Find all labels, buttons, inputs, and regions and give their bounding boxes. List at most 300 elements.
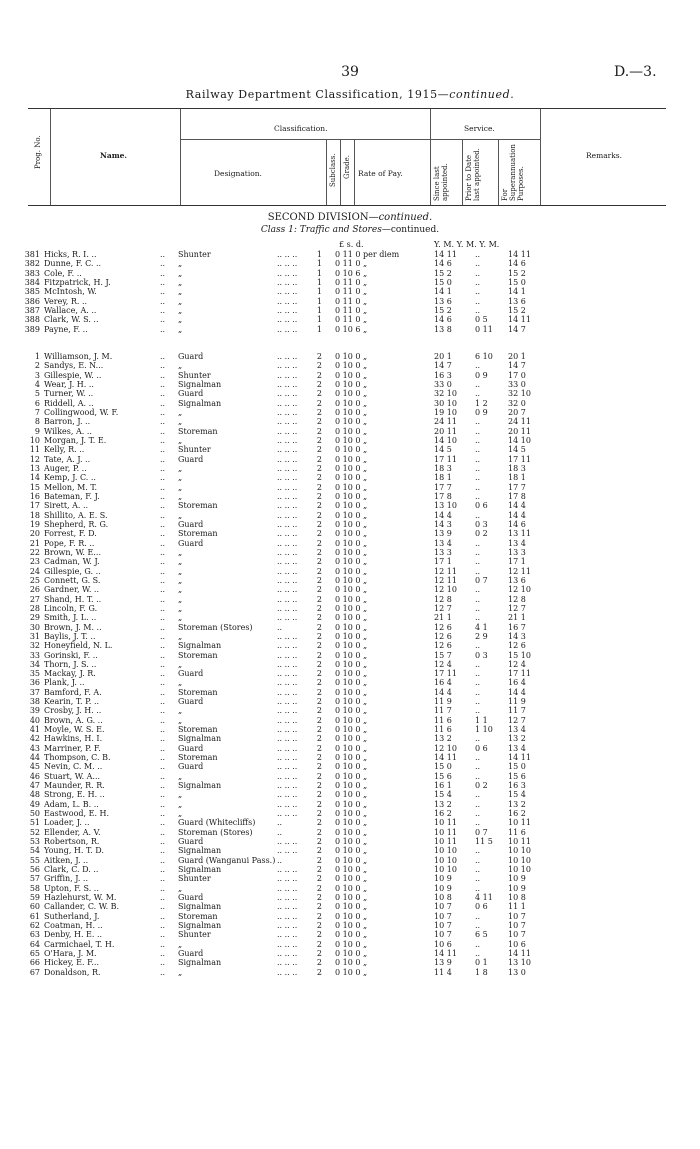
cell-sup: 15 10	[508, 650, 531, 660]
cell-des: Shunter	[178, 874, 211, 884]
cell-no: 64	[29, 939, 40, 949]
cell-name: Shillito, A. E. S.	[44, 510, 108, 520]
cell-prior: ..	[475, 855, 481, 865]
cell-since: 10 6	[434, 939, 452, 949]
cell-des: Signalman	[178, 958, 222, 968]
cell-name: Young, H. T. D.	[44, 846, 104, 856]
table-row	[0, 445, 700, 454]
cell-since: 10 9	[434, 883, 452, 893]
table-row	[0, 800, 700, 809]
cell-since: 12 10	[434, 585, 457, 595]
cell-grade: 2	[316, 454, 322, 464]
table-row	[0, 529, 700, 538]
cell-d2: .. .. ..	[277, 379, 298, 389]
cell-pay: 0 10 0 „	[335, 883, 368, 893]
cell-name: Sutherland, J.	[44, 911, 100, 921]
cell-name: Morgan, J. T. E.	[44, 435, 107, 445]
cell-d2: .. .. ..	[277, 445, 298, 455]
cell-prior: ..	[475, 566, 481, 576]
table-row	[0, 278, 700, 287]
cell-name: Shepherd, R. G.	[44, 519, 109, 529]
cell-prior: ..	[475, 911, 481, 921]
cell-des: Guard	[178, 454, 204, 464]
cell-d2: ..	[277, 818, 283, 828]
cell-since: 17 8	[434, 491, 452, 501]
cell-sup: 11 7	[508, 706, 526, 716]
cell-d2: .. .. ..	[277, 650, 298, 660]
table-row	[0, 632, 700, 641]
table-row	[0, 557, 700, 566]
cell-pay: 0 10 0 „	[335, 361, 368, 371]
cell-prior: 0 2	[475, 529, 488, 539]
cell-pay: 0 10 0 „	[335, 631, 368, 641]
cell-d2: .. .. ..	[277, 809, 298, 819]
cell-sup: 13 4	[508, 725, 526, 735]
cell-des: Storeman	[178, 725, 218, 735]
cell-sup: 10 9	[508, 874, 526, 884]
cell-prior: ..	[475, 547, 481, 557]
cell-name: Gorinski, F. ..	[44, 650, 98, 660]
cell-d1: ..	[160, 846, 166, 856]
cell-since: 17 7	[434, 482, 452, 492]
cell-no: 52	[29, 827, 40, 837]
cell-des: „	[178, 631, 183, 641]
cell-grade: 2	[316, 547, 322, 557]
cell-d1: ..	[160, 958, 166, 968]
cell-sup: 10 9	[508, 883, 526, 893]
cell-grade: 2	[316, 379, 322, 389]
cell-grade: 2	[316, 706, 322, 716]
cell-des: „	[178, 482, 183, 492]
cell-prior: ..	[475, 659, 481, 669]
cell-prior: ..	[475, 463, 481, 473]
cell-grade: 2	[316, 631, 322, 641]
cell-des: „	[178, 566, 183, 576]
cell-sup: 32 0	[508, 398, 526, 408]
cell-since: 15 2	[434, 268, 452, 278]
table-row	[0, 902, 700, 911]
cell-d1: ..	[160, 585, 166, 595]
cell-prior: ..	[475, 949, 481, 958]
cell-sup: 10 7	[508, 911, 526, 921]
cell-des: „	[178, 547, 183, 557]
cell-grade: 2	[316, 753, 322, 763]
cell-since: 13 2	[434, 799, 452, 809]
cell-pay: 0 10 0 „	[335, 426, 368, 436]
cell-prior: 0 1	[475, 958, 488, 968]
cell-grade: 2	[316, 398, 322, 408]
cell-sup: 13 10	[508, 958, 531, 968]
cell-pay: 0 10 0 „	[335, 352, 368, 361]
cell-sup: 15 6	[508, 771, 526, 781]
cell-d1: ..	[160, 659, 166, 669]
cell-pay: 0 10 0 „	[335, 967, 368, 977]
table-row	[0, 604, 700, 613]
cell-prior: ..	[475, 921, 481, 931]
cell-since: 10 10	[434, 855, 457, 865]
cell-since: 14 7	[434, 361, 452, 371]
cell-since: 12 11	[434, 566, 457, 576]
cell-name: Sandys, E. N...	[44, 361, 104, 371]
cell-since: 18 3	[434, 463, 452, 473]
cell-d2: .. .. ..	[277, 939, 298, 949]
cell-des: Guard	[178, 743, 204, 753]
cell-since: 12 4	[434, 659, 452, 669]
cell-pay: 0 10 0 „	[335, 379, 368, 389]
cell-d1: ..	[160, 352, 166, 361]
cell-no: 7	[34, 407, 40, 417]
cell-no: 11	[29, 445, 40, 455]
cell-des: Storeman	[178, 426, 218, 436]
table-row	[0, 427, 700, 436]
cell-d1: ..	[160, 697, 166, 707]
cell-prior: 11 5	[475, 837, 493, 847]
division-continued: continued.	[378, 212, 433, 223]
cell-sup: 14 5	[508, 445, 526, 455]
cell-d2: .. .. ..	[277, 715, 298, 725]
cell-since: 10 11	[434, 827, 457, 837]
cell-name: Nevin, C. M. ..	[44, 762, 103, 772]
cell-grade: 2	[316, 865, 322, 875]
cell-d1: ..	[160, 687, 166, 697]
cell-d1: ..	[160, 865, 166, 875]
cell-no: 382	[24, 259, 40, 269]
cell-prior: ..	[475, 389, 481, 399]
cell-no: 19	[29, 519, 40, 529]
cell-d1: ..	[160, 743, 166, 753]
cell-pay: 0 11 0 „	[335, 315, 368, 325]
cell-prior: ..	[475, 678, 481, 688]
cell-name: Robertson, R.	[44, 837, 100, 847]
cell-since: 10 7	[434, 911, 452, 921]
cell-pay: 0 11 0 per diem	[335, 250, 400, 259]
cell-des: „	[178, 435, 183, 445]
cell-name: Stuart, W. A...	[44, 771, 101, 781]
cell-name: Fitzpatrick, H. J.	[44, 277, 111, 287]
cell-d1: ..	[160, 855, 166, 865]
cell-sup: 20 1	[508, 352, 526, 361]
cell-pay: 0 10 0 „	[335, 435, 368, 445]
cell-pay: 0 10 0 „	[335, 463, 368, 473]
cell-no: 61	[29, 911, 40, 921]
cell-grade: 2	[316, 939, 322, 949]
cell-no: 4	[34, 379, 40, 389]
cell-sup: 32 10	[508, 389, 531, 399]
cell-since: 15 0	[434, 277, 452, 287]
cell-sup: 17 11	[508, 669, 531, 679]
cell-d2: .. .. ..	[277, 603, 298, 613]
table-row	[0, 455, 700, 464]
cell-d1: ..	[160, 389, 166, 399]
cell-des: Guard	[178, 949, 204, 958]
cell-since: 13 4	[434, 538, 452, 548]
table-row	[0, 706, 700, 715]
cell-prior: ..	[475, 379, 481, 389]
cell-des: Signalman	[178, 641, 222, 651]
cell-sup: 13 4	[508, 743, 526, 753]
cell-pay: 0 10 0 „	[335, 454, 368, 464]
cell-d1: ..	[160, 809, 166, 819]
cell-no: 30	[29, 622, 40, 632]
cell-pay: 0 10 0 „	[335, 491, 368, 501]
cell-name: Ellender, A. V.	[44, 827, 101, 837]
cell-since: 20 1	[434, 352, 452, 361]
cell-prior: ..	[475, 557, 481, 567]
table-row	[0, 678, 700, 687]
cell-prior: ..	[475, 865, 481, 875]
cell-d2: .. .. ..	[277, 967, 298, 977]
cell-d1: ..	[160, 287, 166, 297]
cell-des: „	[178, 967, 183, 977]
page-number: 39	[341, 64, 359, 80]
cell-des: Shunter	[178, 930, 211, 940]
cell-des: „	[178, 706, 183, 716]
cell-name: Shand, H. T. ..	[44, 594, 102, 604]
cell-prior: ..	[475, 585, 481, 595]
table-row	[0, 464, 700, 473]
cell-no: 14	[29, 473, 40, 483]
cell-since: 12 8	[434, 594, 452, 604]
cell-sup: 12 7	[508, 715, 526, 725]
header-prog-no: Prog. No.	[34, 135, 42, 169]
cell-pay: 0 10 0 „	[335, 949, 368, 958]
cell-prior: 2 9	[475, 631, 488, 641]
cell-since: 10 7	[434, 921, 452, 931]
cell-grade: 2	[316, 697, 322, 707]
cell-no: 47	[29, 781, 40, 791]
cell-prior: ..	[475, 641, 481, 651]
cell-des: Signalman	[178, 865, 222, 875]
cell-sup: 14 11	[508, 250, 531, 259]
cell-sup: 10 10	[508, 865, 531, 875]
cell-grade: 2	[316, 426, 322, 436]
cell-d1: ..	[160, 361, 166, 371]
cell-name: Clark, W. S. ..	[44, 315, 99, 325]
cell-des: „	[178, 603, 183, 613]
cell-des: Signalman	[178, 846, 222, 856]
cell-prior: 1 1	[475, 715, 488, 725]
cell-d2: .. .. ..	[277, 463, 298, 473]
cell-since: 15 6	[434, 771, 452, 781]
cell-no: 36	[29, 678, 40, 688]
cell-d1: ..	[160, 417, 166, 427]
cell-sup: 13 11	[508, 529, 531, 539]
cell-no: 21	[29, 538, 40, 548]
cell-since: 14 11	[434, 250, 457, 259]
cell-since: 13 6	[434, 296, 452, 306]
cell-no: 53	[29, 837, 40, 847]
cell-pay: 0 10 0 „	[335, 734, 368, 744]
cell-pay: 0 10 6 „	[335, 324, 368, 334]
cell-d1: ..	[160, 669, 166, 679]
cell-name: Maunder, R. R.	[44, 781, 105, 791]
cell-des: „	[178, 268, 183, 278]
cell-pay: 0 10 0 „	[335, 407, 368, 417]
cell-des: Storeman	[178, 911, 218, 921]
cell-prior: ..	[475, 799, 481, 809]
cell-grade: 1	[316, 287, 322, 297]
cell-d2: .. .. ..	[277, 491, 298, 501]
cell-d1: ..	[160, 930, 166, 940]
cell-des: „	[178, 771, 183, 781]
cell-d1: ..	[160, 482, 166, 492]
cell-since: 10 9	[434, 874, 452, 884]
cell-pay: 0 10 0 „	[335, 697, 368, 707]
cell-des: Shunter	[178, 370, 211, 380]
cell-sup: 16 3	[508, 781, 526, 791]
table-row	[0, 874, 700, 883]
cell-name: Gardner, W. ..	[44, 585, 100, 595]
cell-grade: 2	[316, 949, 322, 958]
cell-pay: 0 10 0 „	[335, 958, 368, 968]
cell-d2: .. .. ..	[277, 641, 298, 651]
cell-since: 14 3	[434, 519, 452, 529]
cell-name: Hawkins, H. I.	[44, 734, 103, 744]
cell-prior: ..	[475, 706, 481, 716]
cell-pay: 0 10 0 „	[335, 874, 368, 884]
table-header	[28, 108, 666, 206]
table-row	[0, 567, 700, 576]
table-row	[0, 968, 700, 977]
cell-pay: 0 10 0 „	[335, 650, 368, 660]
cell-des: Storeman	[178, 529, 218, 539]
table-row	[0, 623, 700, 632]
cell-grade: 2	[316, 473, 322, 483]
table-row	[0, 436, 700, 445]
cell-d2: .. .. ..	[277, 575, 298, 585]
cell-pay: 0 10 0 „	[335, 827, 368, 837]
cell-grade: 2	[316, 557, 322, 567]
cell-d2: .. .. ..	[277, 958, 298, 968]
cell-prior: ..	[475, 697, 481, 707]
cell-sup: 10 11	[508, 837, 531, 847]
cell-name: Adam, L. B. ..	[44, 799, 99, 809]
table-row	[0, 809, 700, 818]
cell-name: Loader, J. ..	[44, 818, 90, 828]
cell-grade: 2	[316, 650, 322, 660]
cell-no: 26	[29, 585, 40, 595]
cell-prior: 0 6	[475, 743, 488, 753]
table-row	[0, 921, 700, 930]
cell-grade: 2	[316, 837, 322, 847]
cell-no: 5	[34, 389, 40, 399]
cell-prior: ..	[475, 296, 481, 306]
cell-des: Storeman	[178, 650, 218, 660]
cell-name: Bamford, F. A.	[44, 687, 102, 697]
cell-d1: ..	[160, 725, 166, 735]
header-grade: Grade.	[343, 155, 351, 179]
cell-d2: .. .. ..	[277, 893, 298, 903]
cell-d2: .. .. ..	[277, 585, 298, 595]
cell-no: 383	[24, 268, 40, 278]
cell-name: Upton, F. S. ..	[44, 883, 99, 893]
cell-des: „	[178, 715, 183, 725]
cell-sup: 11 1	[508, 902, 526, 912]
cell-des: Signalman	[178, 781, 222, 791]
cell-des: „	[178, 809, 183, 819]
cell-pay: 0 10 0 „	[335, 902, 368, 912]
cell-d2: .. .. ..	[277, 874, 298, 884]
cell-prior: 0 2	[475, 781, 488, 791]
cell-prior: ..	[475, 734, 481, 744]
staff-group-grade-2	[0, 352, 700, 977]
cell-sup: 18 1	[508, 473, 526, 483]
cell-des: Shunter	[178, 445, 211, 455]
cell-des: „	[178, 575, 183, 585]
cell-d1: ..	[160, 575, 166, 585]
cell-name: Verey, R. ..	[44, 296, 88, 306]
cell-d1: ..	[160, 407, 166, 417]
cell-grade: 2	[316, 846, 322, 856]
cell-name: Crosby, J. H. ..	[44, 706, 102, 716]
cell-no: 2	[34, 361, 40, 371]
cell-prior: ..	[475, 687, 481, 697]
cell-pay: 0 11 0 „	[335, 259, 368, 269]
table-row	[0, 734, 700, 743]
cell-d1: ..	[160, 305, 166, 315]
cell-sup: 14 4	[508, 501, 526, 511]
cell-pay: 0 10 0 „	[335, 725, 368, 735]
cell-pay: 0 10 0 „	[335, 762, 368, 772]
cell-d1: ..	[160, 911, 166, 921]
cell-since: 13 3	[434, 547, 452, 557]
cell-name: Baylis, J. T. ..	[44, 631, 96, 641]
cell-name: Moyle, W. S. E.	[44, 725, 105, 735]
cell-d1: ..	[160, 491, 166, 501]
cell-prior: 0 11	[475, 324, 493, 334]
cell-d1: ..	[160, 781, 166, 791]
cell-since: 21 1	[434, 613, 452, 623]
cell-grade: 1	[316, 259, 322, 269]
cell-grade: 2	[316, 883, 322, 893]
cell-prior: ..	[475, 613, 481, 623]
cell-d1: ..	[160, 501, 166, 511]
cell-d2: .. .. ..	[277, 407, 298, 417]
division-title	[0, 212, 700, 223]
cell-name: Collingwood, W. F.	[44, 407, 119, 417]
cell-des: Guard	[178, 669, 204, 679]
cell-no: 15	[29, 482, 40, 492]
cell-name: Marriner, P. F.	[44, 743, 101, 753]
cell-grade: 2	[316, 622, 322, 632]
cell-d1: ..	[160, 296, 166, 306]
cell-d1: ..	[160, 519, 166, 529]
cell-prior: ..	[475, 268, 481, 278]
table-row	[0, 548, 700, 557]
cell-grade: 2	[316, 491, 322, 501]
cell-d1: ..	[160, 547, 166, 557]
cell-name: O'Hara, J. M.	[44, 949, 97, 958]
cell-grade: 2	[316, 818, 322, 828]
cell-pay: 0 10 0 „	[335, 818, 368, 828]
cell-d2: .. .. ..	[277, 482, 298, 492]
cell-sup: 10 11	[508, 818, 531, 828]
cell-prior: ..	[475, 491, 481, 501]
cell-no: 55	[29, 855, 40, 865]
cell-name: Denby, H. E. ..	[44, 930, 103, 940]
cell-d1: ..	[160, 921, 166, 931]
table-row	[0, 912, 700, 921]
table-row	[0, 958, 700, 967]
table-row	[0, 725, 700, 734]
cell-d1: ..	[160, 771, 166, 781]
header-remarks: Remarks.	[586, 151, 623, 160]
cell-sup: 13 2	[508, 734, 526, 744]
cell-pay: 0 10 0 „	[335, 473, 368, 483]
cell-pay: 0 10 0 „	[335, 594, 368, 604]
cell-name: Brown, J. M. ..	[44, 622, 102, 632]
cell-des: „	[178, 594, 183, 604]
